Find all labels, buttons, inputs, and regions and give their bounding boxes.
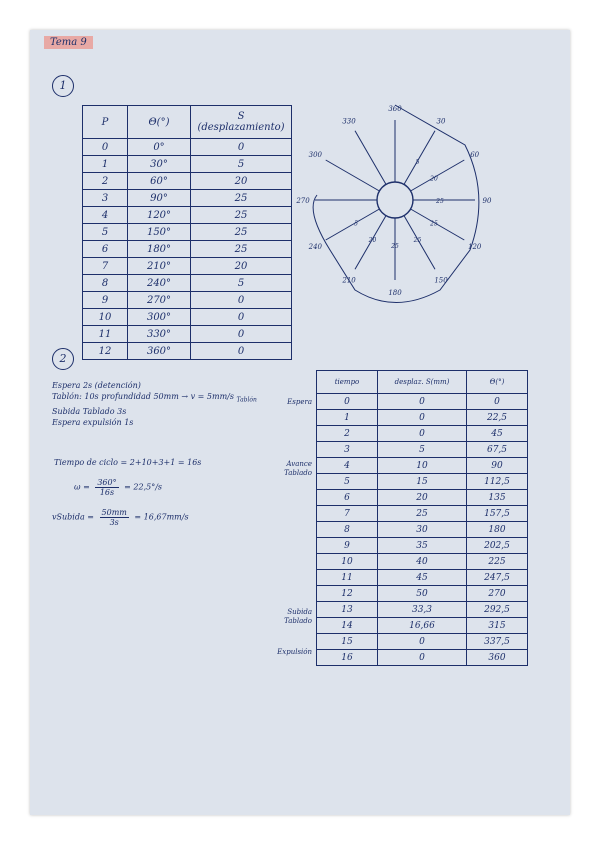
table-cell: 5 [317,474,378,490]
table-cell: 25 [378,506,467,522]
table-cell: 9 [83,292,128,309]
table-cell: 45 [378,570,467,586]
angle-label: 90 [482,197,492,205]
header-displacement: desplaz. S(mm) [378,371,467,394]
angle-displacement-table [82,105,292,360]
displacement-label: 25 [436,198,444,205]
table-cell: 240° [128,275,191,292]
table-cell: 13 [317,602,378,618]
table-cell: 9 [317,538,378,554]
table-row [83,343,292,360]
table-cell: 120° [128,207,191,224]
table-cell: 90 [467,458,528,474]
angle-label: 30 [436,117,446,126]
table-cell: 10 [378,458,467,474]
omega-label: ω = [74,482,90,492]
vsubida-numerator: 50mm [101,508,127,517]
table-cell: 210° [128,258,191,275]
vsubida-fraction [100,508,129,527]
table-row [83,190,292,207]
table-row [83,139,292,156]
table-row [83,326,292,343]
table-row [83,207,292,224]
note-subscript: Tablón [236,396,257,404]
angle-label: 360 [388,105,402,113]
table-cell: 7 [83,258,128,275]
table-cell: 20 [191,173,292,190]
table-cell: 4 [83,207,128,224]
angle-label: 120 [467,243,482,251]
table-row [317,426,528,442]
table-cell: 202,5 [467,538,528,554]
vsubida-denominator: 3s [109,518,119,527]
table-cell: 157,5 [467,506,528,522]
table-cell: 0 [83,139,128,156]
table-row [317,554,528,570]
displacement-label: 25 [391,243,399,250]
table-row [83,292,292,309]
label-subida-tablado: Subida Tablado [284,608,312,625]
table-cell: 8 [83,275,128,292]
cam-spoke [326,209,380,240]
table-row [317,522,528,538]
section-2-number: 2 [52,348,74,370]
table-cell: 3 [317,442,378,458]
displacement-label: 5 [415,159,420,167]
section-1-number: 1 [52,75,74,97]
header-s: S (desplazamiento) [191,106,292,139]
table-cell: 15 [378,474,467,490]
table-cell: 10 [83,309,128,326]
omega-result: = 22,5°/s [124,482,163,492]
angle-label: 60 [470,151,480,159]
table-cell: 25 [191,224,292,241]
table-cell: 20 [191,258,292,275]
table-cell: 112,5 [467,474,528,490]
header-theta: Θ(°) [467,371,528,394]
note-line: Espera 2s (detención) [52,381,141,390]
table-cell: 45 [467,426,528,442]
angle-label: 150 [434,276,448,285]
table-cell: 0 [191,326,292,343]
omega-denominator: 16s [99,488,115,497]
cam-hub [377,182,413,218]
angle-label: 330 [342,117,356,126]
note-line [52,391,310,406]
table-row [317,650,528,666]
note-line: Subida Tablado 3s [52,406,127,416]
table-cell: 360 [467,650,528,666]
table-cell: 225 [467,554,528,570]
table-cell: 3 [83,190,128,207]
table-cell: 16 [317,650,378,666]
table-cell: 5 [191,275,292,292]
table-cell: 0 [191,292,292,309]
table-cell: 14 [317,618,378,634]
header-time: tiempo [317,371,378,394]
cycle-time-formula: Tiempo de ciclo = 2+10+3+1 = 16s [54,458,202,467]
angle-label: 300 [308,151,323,159]
vsubida-result: = 16,67mm/s [134,512,189,522]
table-cell: 1 [83,156,128,173]
table-cell: 4 [317,458,378,474]
cam-diagram [295,100,495,350]
table-cell: 60° [128,173,191,190]
table-cell: 12 [83,343,128,360]
table-cell: 5 [83,224,128,241]
table-body [83,139,292,360]
table-row [83,241,292,258]
table-cell: 11 [317,570,378,586]
label-expulsion: Expulsión [277,648,312,656]
displacement-label: 20 [430,175,438,183]
omega-fraction [95,478,118,497]
label-avance-tablado: Avance Tablado [284,460,312,477]
table-cell: 315 [467,618,528,634]
table-row [317,506,528,522]
table-row [317,602,528,618]
note-line: Espera expulsión 1s [52,417,134,427]
table-cell: 360° [128,343,191,360]
table-row [83,309,292,326]
table-header-row [317,371,528,394]
table-cell: 330° [128,326,191,343]
table-row [83,156,292,173]
table-cell: 150° [128,224,191,241]
table-cell: 0 [191,343,292,360]
vsubida-formula [52,508,189,527]
table-cell: 35 [378,538,467,554]
table-cell: 337,5 [467,634,528,650]
table-cell: 67,5 [467,442,528,458]
table-row [317,458,528,474]
table-cell: 0 [378,394,467,410]
table-cell: 15 [317,634,378,650]
angle-label: 180 [388,289,402,297]
table-row [317,442,528,458]
displacement-label: 25 [430,220,438,228]
table-row [317,634,528,650]
table-cell: 0 [378,410,467,426]
page-title: Tema 9 [44,36,93,49]
table-row [317,586,528,602]
time-displacement-table [316,370,528,666]
table-body [317,394,528,666]
table-cell: 135 [467,490,528,506]
angle-label: 210 [342,276,356,285]
table-cell: 0 [191,309,292,326]
table-row [317,394,528,410]
table-cell: 7 [317,506,378,522]
table-cell: 180 [467,522,528,538]
table-cell: 1 [317,410,378,426]
omega-numerator: 360° [97,478,117,487]
table-cell: 5 [191,156,292,173]
displacement-label: 20 [368,236,377,244]
table-row [317,570,528,586]
table-cell: 292,5 [467,602,528,618]
table-cell: 247,5 [467,570,528,586]
table-cell: 8 [317,522,378,538]
table-cell: 6 [83,241,128,258]
table-cell: 33,3 [378,602,467,618]
table-row [83,258,292,275]
table-cell: 12 [317,586,378,602]
table-row [317,490,528,506]
table-cell: 0 [378,634,467,650]
cam-profile [313,105,479,303]
table-cell: 0 [191,139,292,156]
table-cell: 0 [378,426,467,442]
cam-spoke [326,160,380,191]
table-cell: 2 [317,426,378,442]
table-cell: 0 [378,650,467,666]
table-cell: 270° [128,292,191,309]
table-cell: 300° [128,309,191,326]
table-cell: 50 [378,586,467,602]
table-cell: 2 [83,173,128,190]
table-cell: 40 [378,554,467,570]
table-cell: 20 [378,490,467,506]
table-cell: 25 [191,241,292,258]
table-cell: 180° [128,241,191,258]
table-cell: 0 [317,394,378,410]
table-cell: 10 [317,554,378,570]
table-cell: 30 [378,522,467,538]
table-cell: 11 [83,326,128,343]
omega-formula [74,478,162,497]
header-theta: Θ(°) [128,106,191,139]
cam-spoke [355,131,386,185]
table-cell: 5 [378,442,467,458]
note-text: Tablón: 10s profundidad 50mm → v = 5mm/s [52,392,234,401]
vsubida-label: vSubida = [52,512,94,522]
angle-label: 270 [296,197,310,205]
displacement-label: 25 [413,236,422,244]
problem-notes [52,380,310,428]
table-row [317,474,528,490]
table-row [317,618,528,634]
table-cell: 16,66 [378,618,467,634]
notebook-sheet [30,30,570,815]
table-row [83,275,292,292]
table-cell: 25 [191,207,292,224]
table-cell: 0° [128,139,191,156]
table-cell: 0 [467,394,528,410]
table-row [83,224,292,241]
table-header-row [83,106,292,139]
table-cell: 90° [128,190,191,207]
table-row [317,538,528,554]
displacement-label: 5 [354,220,358,228]
table-cell: 6 [317,490,378,506]
table-cell: 25 [191,190,292,207]
label-espera: Espera [287,398,312,406]
table-cell: 22,5 [467,410,528,426]
header-p: P [83,106,128,139]
table-row [317,410,528,426]
table-cell: 30° [128,156,191,173]
table-cell: 270 [467,586,528,602]
angle-label: 240 [308,243,323,251]
table-row [83,173,292,190]
